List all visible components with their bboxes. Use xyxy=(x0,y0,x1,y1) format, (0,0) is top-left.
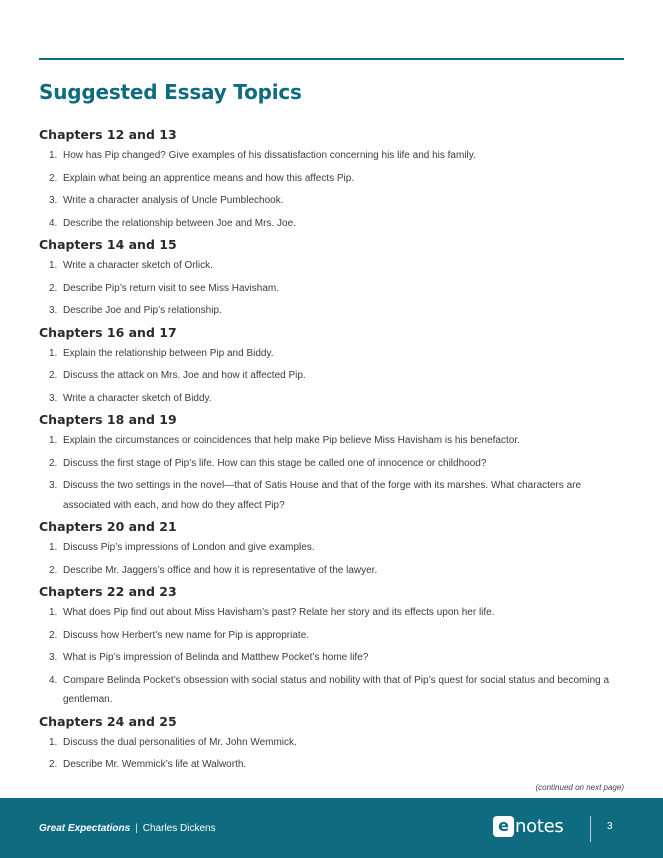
enotes-logo[interactable] xyxy=(493,816,563,840)
topic-section xyxy=(39,714,624,775)
topic-text: Write a character sketch of Orlick. xyxy=(63,260,213,271)
topic-item xyxy=(39,214,624,234)
topic-number: 1. xyxy=(49,542,58,553)
topic-number: 3. xyxy=(49,652,58,663)
topic-number: 2. xyxy=(49,759,58,770)
topic-item xyxy=(39,648,624,668)
topic-number: 3. xyxy=(49,305,58,316)
topic-item xyxy=(39,476,624,515)
topic-item xyxy=(39,146,624,166)
top-rule xyxy=(39,58,624,60)
page-number: 3 xyxy=(607,821,613,832)
page-title: Suggested Essay Topics xyxy=(39,80,302,104)
continued-note: (continued on next page) xyxy=(535,783,624,792)
topic-text: Discuss how Herbert’s new name for Pip is appropriate. xyxy=(63,629,310,641)
topic-section xyxy=(39,584,624,710)
section-heading: Chapters 12 and 13 xyxy=(39,127,177,142)
topic-number: 1. xyxy=(49,435,58,446)
topic-item xyxy=(39,603,624,623)
essay-topics-content xyxy=(39,127,624,779)
page-footer xyxy=(0,798,663,858)
topic-number: 2. xyxy=(49,629,58,641)
topic-text: Discuss Pip’s impressions of London and give examples. xyxy=(63,542,315,553)
topic-text: Discuss the dual personalities of Mr. John Wemmick. xyxy=(63,736,297,748)
topic-text: Write a character sketch of Biddy. xyxy=(63,392,212,404)
topic-section xyxy=(39,237,624,321)
topic-number: 3. xyxy=(49,480,58,491)
section-heading: Chapters 22 and 23 xyxy=(39,584,177,599)
topic-number: 4. xyxy=(49,674,58,686)
section-heading: Chapters 20 and 21 xyxy=(39,519,177,534)
topic-number: 2. xyxy=(49,282,58,294)
topic-number: 2. xyxy=(49,564,58,576)
topic-section xyxy=(39,325,624,409)
topic-section xyxy=(39,412,624,515)
topic-number: 2. xyxy=(49,172,58,184)
topic-item xyxy=(39,169,624,189)
topic-text: What does Pip find out about Miss Havisham’s past? Relate her story and its effects upon her life. xyxy=(63,607,495,618)
topic-list xyxy=(39,538,624,580)
topic-item xyxy=(39,301,624,321)
topic-list xyxy=(39,733,624,775)
footer-divider xyxy=(590,816,591,842)
topic-text: Explain what being an apprentice means and how this affects Pip. xyxy=(63,172,355,184)
topic-text: How has Pip changed? Give examples of his dissatisfaction concerning his life and his family. xyxy=(63,150,476,161)
section-heading: Chapters 14 and 15 xyxy=(39,237,177,252)
enotes-logo-text: notes xyxy=(515,816,564,837)
topic-item xyxy=(39,755,624,775)
topic-item xyxy=(39,366,624,386)
section-heading: Chapters 16 and 17 xyxy=(39,324,177,340)
enotes-logo-e-icon: e xyxy=(493,816,514,837)
topic-item xyxy=(39,733,624,753)
topic-number: 4. xyxy=(49,217,58,229)
topic-item xyxy=(39,671,624,710)
topic-text: Explain the circumstances or coincidences that help make Pip believe Miss Havisham is his benefactor. xyxy=(63,435,520,446)
footer-book-info xyxy=(39,823,216,834)
footer-separator: | xyxy=(135,823,138,834)
topic-item xyxy=(39,344,624,364)
topic-text: Describe Joe and Pip’s relationship. xyxy=(63,305,222,316)
topic-text: Describe Mr. Jaggers’s office and how it is representative of the lawyer. xyxy=(63,564,378,576)
topic-number: 1. xyxy=(49,150,58,161)
topic-item xyxy=(39,454,624,474)
topic-section xyxy=(39,519,624,580)
topic-section xyxy=(39,127,624,233)
topic-text: Describe the relationship between Joe and Mrs. Joe. xyxy=(63,217,296,229)
topic-list xyxy=(39,256,624,321)
topic-text: Write a character analysis of Uncle Pumblechook. xyxy=(63,195,284,206)
topic-text: Describe Mr. Wemmick’s life at Walworth. xyxy=(63,759,247,770)
topic-item xyxy=(39,538,624,558)
topic-text: Discuss the two settings in the novel—that of Satis House and that of the forge with its marshes. What characters are associated with each, and how do they affect Pip? xyxy=(63,480,582,511)
footer-author: Charles Dickens xyxy=(142,823,216,834)
topic-text: Compare Belinda Pocket’s obsession with social status and nobility with that of Pip’s quest for social status and becoming a gentleman. xyxy=(63,674,610,705)
topic-list xyxy=(39,431,624,515)
topic-number: 2. xyxy=(49,457,58,469)
topic-item xyxy=(39,279,624,299)
topic-number: 3. xyxy=(49,195,58,206)
topic-text: What is Pip’s impression of Belinda and Matthew Pocket’s home life? xyxy=(63,652,369,663)
topic-item xyxy=(39,431,624,451)
topic-text: Describe Pip’s return visit to see Miss Havisham. xyxy=(63,282,279,294)
topic-number: 1. xyxy=(49,347,58,359)
topic-number: 3. xyxy=(49,392,58,404)
topic-item xyxy=(39,389,624,409)
topic-number: 2. xyxy=(49,370,58,381)
topic-item xyxy=(39,256,624,276)
topic-text: Discuss the first stage of Pip’s life. How can this stage be called one of innocence or childhood? xyxy=(63,457,487,469)
footer-book-title: Great Expectations xyxy=(39,823,131,834)
section-heading: Chapters 24 and 25 xyxy=(39,713,177,729)
section-heading: Chapters 18 and 19 xyxy=(39,412,177,427)
topic-item xyxy=(39,191,624,211)
topic-number: 1. xyxy=(49,260,58,271)
topic-text: Explain the relationship between Pip and Biddy. xyxy=(63,347,274,359)
topic-list xyxy=(39,146,624,233)
topic-number: 1. xyxy=(49,607,58,618)
topic-list xyxy=(39,603,624,710)
topic-item xyxy=(39,561,624,581)
topic-text: Discuss the attack on Mrs. Joe and how it affected Pip. xyxy=(63,370,306,381)
topic-list xyxy=(39,344,624,409)
topic-number: 1. xyxy=(49,736,58,748)
topic-item xyxy=(39,626,624,646)
